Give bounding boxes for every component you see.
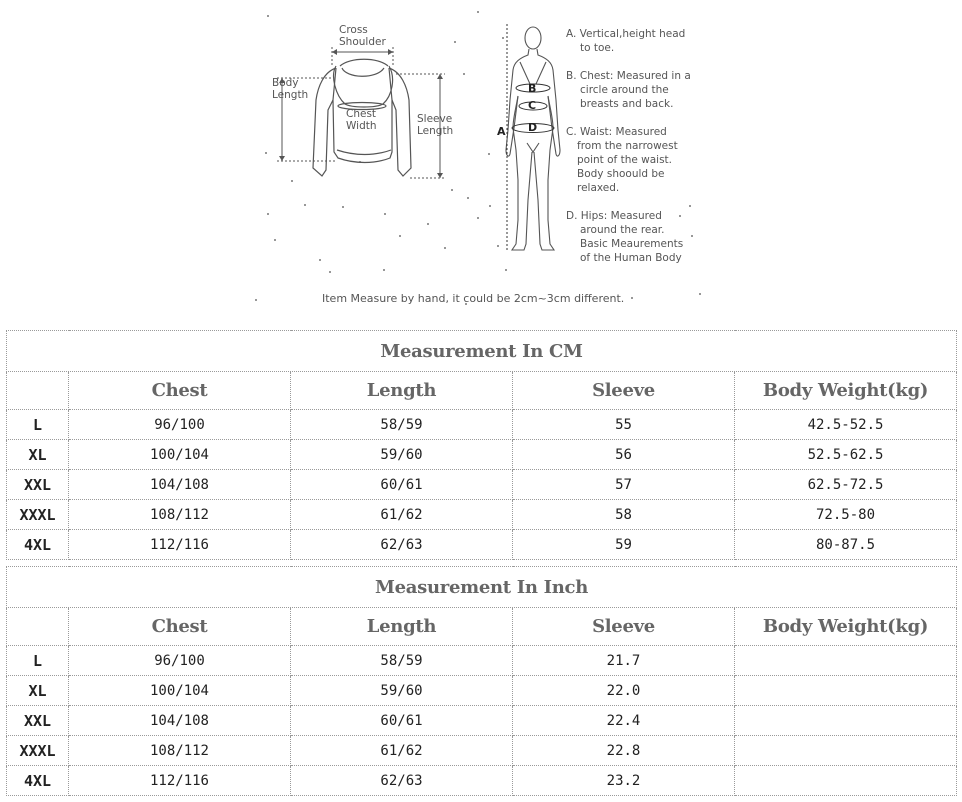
table-row: [7, 736, 957, 766]
body-weight-value: 80-87.5: [735, 530, 957, 560]
label-cross-line1: Cross: [339, 24, 368, 36]
note-a-line-2: to toe.: [580, 42, 615, 54]
inch-header-body-weight: Body Weight(kg): [735, 608, 957, 646]
table-row: [7, 706, 957, 736]
chest-value: 112/116: [69, 530, 291, 560]
inch-header-length: Length: [291, 608, 513, 646]
body-weight-value: 72.5-80: [735, 500, 957, 530]
table-row: [7, 530, 957, 560]
cm-size-table: [6, 330, 957, 560]
label-sleeve-length-line2: Length: [417, 125, 454, 137]
sleeve-value: 55: [513, 410, 735, 440]
inch-size-table: [6, 566, 957, 796]
note-c-line-3: point of the waist.: [577, 154, 673, 166]
measure-caption: Item Measure by hand, it could be 2cm~3cm different.: [322, 292, 625, 305]
chest-value: 108/112: [69, 500, 291, 530]
note-b: [566, 69, 691, 111]
cm-header-body-weight: Body Weight(kg): [735, 372, 957, 410]
length-value: 59/60: [291, 676, 513, 706]
note-b-line-1: B. Chest: Measured in a: [566, 70, 691, 82]
sleeve-value: 23.2: [513, 766, 735, 796]
size-label: 4XL: [7, 530, 69, 560]
cm-header-chest: Chest: [69, 372, 291, 410]
note-d-line-3: Basic Meaurements: [580, 238, 684, 250]
human-figure: [506, 27, 560, 250]
chest-value: 100/104: [69, 440, 291, 470]
size-label: XXL: [7, 470, 69, 500]
body-letter-b: B: [528, 82, 537, 95]
length-value: 62/63: [291, 530, 513, 560]
table-row: [7, 470, 957, 500]
body-weight-value: [735, 646, 957, 676]
table-row: [7, 766, 957, 796]
sleeve-value: 59: [513, 530, 735, 560]
chest-value: 104/108: [69, 470, 291, 500]
length-value: 62/63: [291, 766, 513, 796]
body-letter-d: D: [528, 121, 538, 134]
length-value: 58/59: [291, 410, 513, 440]
label-width-line2: Width: [346, 120, 377, 132]
size-label: XXXL: [7, 500, 69, 530]
body-weight-value: [735, 706, 957, 736]
table-row: [7, 676, 957, 706]
label-chest-line1: Chest: [346, 108, 377, 120]
size-label: XXXL: [7, 736, 69, 766]
length-value: 59/60: [291, 440, 513, 470]
illustration-svg: [0, 0, 962, 320]
sleeve-value: 22.4: [513, 706, 735, 736]
label-shoulder-line2: Shoulder: [339, 36, 386, 48]
cm-header-length: Length: [291, 372, 513, 410]
sleeve-value: 58: [513, 500, 735, 530]
table-row: [7, 646, 957, 676]
body-weight-value: 52.5-62.5: [735, 440, 957, 470]
table-row: [7, 410, 957, 440]
chest-value: 112/116: [69, 766, 291, 796]
body-weight-value: [735, 766, 957, 796]
chest-value: 108/112: [69, 736, 291, 766]
cm-table-title: Measurement In CM: [7, 331, 957, 372]
body-letter-c: C: [528, 99, 537, 112]
size-label: L: [7, 646, 69, 676]
inch-header-size: [7, 608, 69, 646]
note-d-line-2: around the rear.: [580, 224, 665, 236]
sleeve-value: 22.8: [513, 736, 735, 766]
chest-value: 96/100: [69, 410, 291, 440]
cm-header-sleeve: Sleeve: [513, 372, 735, 410]
note-c-line-4: Body shoould be: [577, 168, 665, 180]
size-label: L: [7, 410, 69, 440]
body-letter-a: A: [497, 125, 506, 138]
body-weight-value: 42.5-52.5: [735, 410, 957, 440]
length-value: 60/61: [291, 470, 513, 500]
chest-value: 100/104: [69, 676, 291, 706]
length-value: 61/62: [291, 500, 513, 530]
body-weight-value: 62.5-72.5: [735, 470, 957, 500]
size-label: XXL: [7, 706, 69, 736]
table-row: [7, 500, 957, 530]
label-sleeve-line1: Sleeve: [417, 113, 453, 125]
note-c-line-5: relaxed.: [577, 182, 620, 194]
note-b-line-3: breasts and back.: [580, 98, 674, 110]
body-weight-value: [735, 676, 957, 706]
length-value: 60/61: [291, 706, 513, 736]
sleeve-value: 22.0: [513, 676, 735, 706]
size-label: XL: [7, 676, 69, 706]
note-b-line-2: circle around the: [580, 84, 669, 96]
length-value: 58/59: [291, 646, 513, 676]
chest-value: 104/108: [69, 706, 291, 736]
note-a: [566, 27, 685, 55]
note-c-line-1: C. Waist: Measured: [566, 126, 667, 138]
sleeve-value: 21.7: [513, 646, 735, 676]
inch-header-sleeve: Sleeve: [513, 608, 735, 646]
table-row: [7, 440, 957, 470]
note-a-line-1: A. Vertical,height head: [566, 28, 686, 40]
note-d-line-1: D. Hips: Measured: [566, 210, 662, 222]
inch-table-title: Measurement In Inch: [7, 567, 957, 608]
note-d-line-4: of the Human Body: [580, 252, 682, 264]
note-c-line-2: from the narrowest: [577, 140, 678, 152]
chest-value: 96/100: [69, 646, 291, 676]
label-body-length-line2: Length: [272, 89, 309, 101]
label-body-line1: Body: [272, 77, 299, 89]
body-weight-value: [735, 736, 957, 766]
note-d: [566, 209, 683, 265]
cm-header-size: [7, 372, 69, 410]
note-c: [566, 125, 678, 195]
sleeve-value: 57: [513, 470, 735, 500]
inch-header-chest: Chest: [69, 608, 291, 646]
sleeve-value: 56: [513, 440, 735, 470]
size-label: 4XL: [7, 766, 69, 796]
measurement-illustration: [0, 0, 962, 320]
size-label: XL: [7, 440, 69, 470]
length-value: 61/62: [291, 736, 513, 766]
